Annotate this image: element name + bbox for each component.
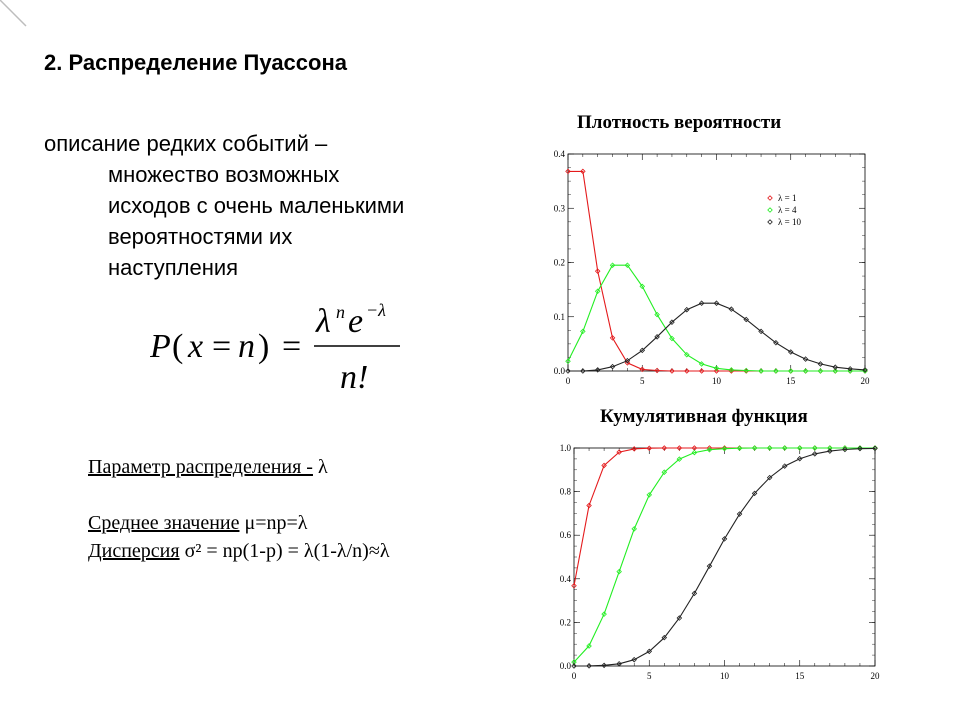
legend-label: λ = 1 <box>778 193 797 203</box>
series-line <box>568 171 865 371</box>
x-tick-label: 5 <box>647 671 652 681</box>
description-line: множество возможных <box>108 162 340 187</box>
formula-power-n: n <box>336 302 345 322</box>
formula-exponent: −λ <box>366 300 386 320</box>
series-line <box>574 448 875 662</box>
formula-e: e <box>348 303 364 340</box>
formula-lambda: λ <box>316 303 331 340</box>
formula-inner-eq: = <box>212 328 232 365</box>
y-tick-label: 0.2 <box>553 257 565 268</box>
cdf-chart-title: Кумулятивная функция <box>600 406 808 427</box>
legend-label: λ = 10 <box>778 217 801 227</box>
y-tick-label: 0.0 <box>559 661 571 671</box>
corner-decoration <box>0 0 30 30</box>
x-tick-label: 0 <box>565 376 571 386</box>
legend-label: λ = 4 <box>778 205 797 215</box>
formula-x: x <box>188 328 204 365</box>
x-tick-label: 5 <box>640 376 645 386</box>
formula-paren-close: ) <box>258 328 270 365</box>
param-label: Параметр распределения - <box>88 456 313 478</box>
y-tick-label: 1.0 <box>559 443 571 453</box>
mean-value: μ=np=λ <box>239 512 308 534</box>
y-tick-label: 0.4 <box>553 149 565 159</box>
description-line: исходов с очень маленькими <box>108 193 405 218</box>
description-text <box>44 128 484 283</box>
legend-marker <box>768 220 772 224</box>
series-line <box>574 448 875 666</box>
mean-line <box>88 509 508 537</box>
variance-value: σ² = np(1-p) = λ(1-λ/n)≈λ <box>179 540 390 562</box>
y-tick-label: 0.3 <box>553 203 565 214</box>
y-tick-label: 0.4 <box>559 573 571 584</box>
legend-marker <box>768 208 772 212</box>
y-tick-label: 0.1 <box>553 311 565 322</box>
x-tick-label: 20 <box>870 671 880 681</box>
x-tick-label: 20 <box>860 376 870 386</box>
x-tick-label: 10 <box>720 671 729 681</box>
param-line <box>88 453 508 481</box>
x-tick-label: 10 <box>712 376 721 386</box>
cdf-chart <box>530 438 885 693</box>
pdf-chart-title: Плотность вероятности <box>577 112 782 133</box>
variance-label: Дисперсия <box>88 540 180 562</box>
pdf-chart <box>530 140 875 395</box>
y-tick-label: 0.0 <box>553 366 565 376</box>
formula-eq: = <box>282 328 302 365</box>
x-tick-label: 0 <box>571 671 577 681</box>
description-line: вероятностями их <box>108 224 293 249</box>
series-line <box>574 448 875 586</box>
formula-paren-open: ( <box>172 328 184 365</box>
distribution-params <box>88 453 508 565</box>
series-line <box>568 265 865 371</box>
x-tick-label: 15 <box>795 671 805 681</box>
poisson-formula <box>150 300 410 400</box>
plot-frame <box>574 448 875 666</box>
variance-line <box>88 537 508 565</box>
y-tick-label: 0.8 <box>559 486 571 497</box>
mean-label: Среднее значение <box>88 512 240 534</box>
formula-p: P <box>150 328 171 365</box>
x-tick-label: 15 <box>786 376 796 386</box>
param-value: λ <box>312 456 328 478</box>
y-tick-label: 0.6 <box>559 530 571 541</box>
description-line: описание редких событий – <box>44 131 328 156</box>
formula-n: n <box>238 328 255 365</box>
legend-marker <box>768 196 772 200</box>
formula-denominator: n! <box>340 359 369 396</box>
slide-heading: 2. Распределение Пуассона <box>44 50 347 75</box>
description-line: наступления <box>108 255 239 280</box>
y-tick-label: 0.2 <box>559 617 571 628</box>
